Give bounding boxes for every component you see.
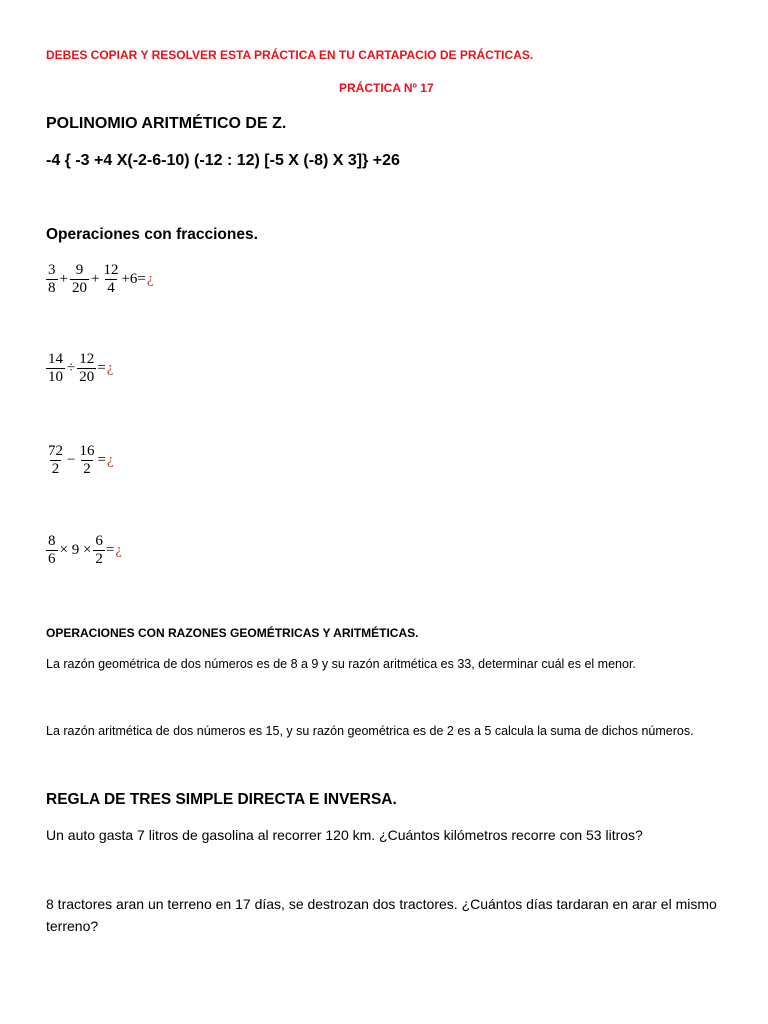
operator: ÷ (67, 360, 76, 376)
fraction: $\frac{72}{2}$ (48, 443, 63, 477)
section-title-ratios: OPERACIONES CON RAZONES GEOMÉTRICAS Y ARITMÉTICAS. (46, 626, 419, 640)
polynomial-expression: -4 { -3 +4 X(-2-6-10) (-12 : 12) [-5 X (-8) X 3]} +26 (46, 152, 400, 169)
fraction: $\frac{14}{10}$ (48, 351, 63, 385)
operator: − (67, 452, 76, 468)
fraction: $\frac{16}{2}$ (79, 443, 95, 477)
question-mark: ¿ (106, 452, 114, 468)
equals-sign: = (97, 452, 106, 468)
fraction: $\frac{8}{6}$ (48, 533, 56, 567)
fraction-exercise-1 (45, 262, 154, 297)
fraction: $\frac{9}{20}$ (71, 262, 87, 296)
question-mark: ¿ (106, 360, 114, 376)
ratio-problem-1: La razón geométrica de dos números es de 8 a 9 y su razón aritmética es 33, determinar cuál es el menor. (46, 657, 636, 671)
question-mark: ¿ (146, 271, 154, 287)
section-title-rule-of-three: REGLA DE TRES SIMPLE DIRECTA E INVERSA. (46, 791, 397, 808)
operator: + (90, 271, 100, 287)
section-title-fractions: Operaciones con fracciones. (46, 226, 258, 243)
equals-sign: = (105, 542, 115, 558)
rule-of-three-problem-2-line-1: 8 tractores aran un terreno en 17 días, se destrozan dos tractores. ¿Cuántos días tardaran en arar el mismo (46, 896, 717, 912)
fraction-exercise-4 (45, 533, 122, 568)
instruction-text: DEBES COPIAR Y RESOLVER ESTA PRÁCTICA EN TU CARTAPACIO DE PRÁCTICAS. (46, 48, 534, 62)
operator: × 9 × (59, 542, 92, 558)
fraction: $\frac{12}{20}$ (79, 351, 95, 385)
rule-of-three-problem-2-line-2: terreno? (46, 918, 99, 934)
operator: + (59, 271, 68, 287)
rule-of-three-problem-1: Un auto gasta 7 litros de gasolina al recorrer 120 km. ¿Cuántos kilómetros recorre con 53 litros? (46, 827, 643, 843)
ratio-problem-2: La razón aritmética de dos números es 15, y su razón geométrica es de 2 es a 5 calcula la suma de dichos números. (46, 724, 694, 738)
fraction-exercise-3 (45, 443, 114, 478)
practice-number: PRÁCTICA Nº 17 (339, 81, 434, 95)
section-title-polynomial: POLINOMIO ARITMÉTICO DE Z. (46, 115, 287, 132)
fraction: $\frac{6}{2}$ (95, 533, 103, 567)
expression-tail: +6= (121, 271, 146, 287)
fraction-exercise-2 (45, 351, 113, 386)
equals-sign: = (97, 360, 106, 376)
fraction: $\frac{12}{4}$ (103, 262, 119, 296)
fraction: $\frac{3}{8}$ (48, 262, 56, 296)
question-mark: ¿ (115, 542, 123, 558)
